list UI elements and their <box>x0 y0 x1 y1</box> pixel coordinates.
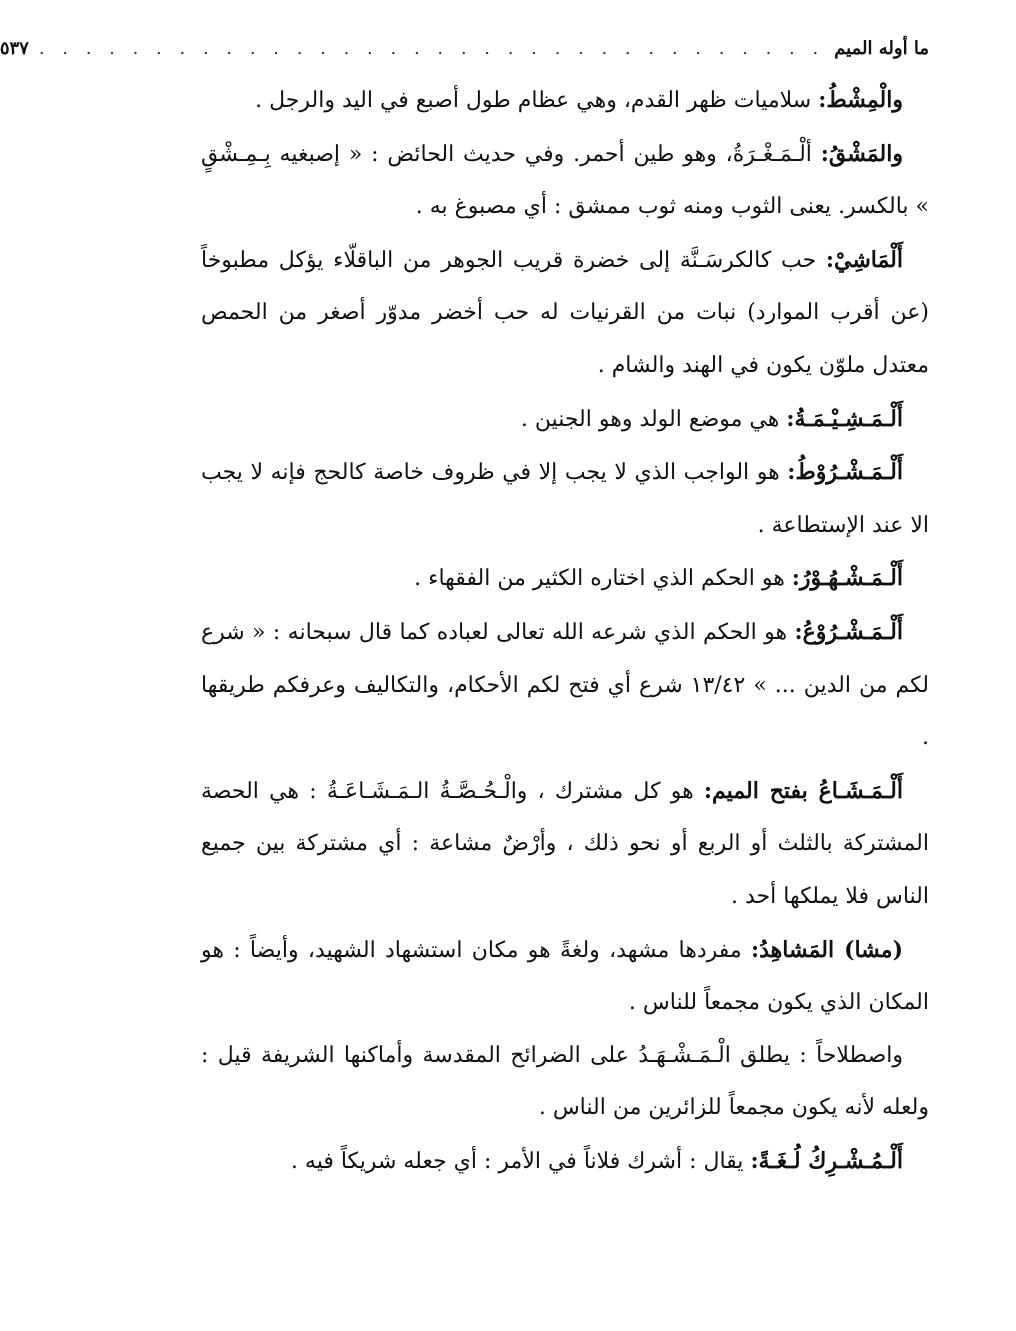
leader-dots: . . . . . . . . . . . . . . . . . . . . . . . . . . . . . . . . . . <box>38 37 825 59</box>
entry-mashq <box>201 128 929 234</box>
headword: (مشا) المَشاهِدُ: <box>750 936 903 963</box>
headword: والْمِشْطُ: <box>818 87 903 113</box>
headword: أَلْـمَـشْـرُوْعُ: <box>794 618 903 645</box>
headword: أَلْـمُـشْـرِكُ لُـغَـةً: <box>750 1147 903 1174</box>
headword: أَلْـمَـشْـرُوْطُ: <box>787 459 903 486</box>
entry-mashrut <box>201 446 929 552</box>
entry-mashhad-term <box>201 1030 929 1135</box>
running-title: ما أوله الميم <box>834 37 929 59</box>
entry-mashru <box>201 606 929 765</box>
entry-mishtu <box>201 74 929 128</box>
dictionary-page <box>0 28 929 1188</box>
entry-mushrik <box>201 1135 929 1189</box>
definition: هو الحكم الذي اختاره الكثير من الفقهاء . <box>414 566 792 592</box>
headword: أَلْمَاشِيْ: <box>825 246 903 273</box>
entry-masha <box>201 765 929 924</box>
definition: حب كالكرسَـنَّة إلى خضرة قريب الجوهر من الباقلّاء يؤكل مطبوخاً (عن أقرب الموارد) نبات من القرنيات له حب أخضر مدوّر أصغر من الحمص معتدل ملوّن يكون في الهند والشام . <box>201 247 929 378</box>
entry-mashi <box>201 234 929 393</box>
headword: أَلْـمَـشْـهُـوْرُ: <box>791 565 903 592</box>
entries-body <box>201 74 929 1188</box>
definition: هي موضع الولد وهو الجنين . <box>520 406 787 432</box>
headword: أَلْـمَـشِـيْـمَـةُ: <box>786 405 903 432</box>
definition: مفردها مشهد، ولغةً هو مكان استشهاد الشهيد، وأيضاً : هو المكان الذي يكون مجمعاً للناس . <box>201 937 929 1016</box>
entry-mashahid <box>201 924 929 1030</box>
page-number: ٥٣٧ <box>0 37 29 59</box>
definition: يقال : أشرك فلاناً في الأمر : أي جعله شريكاً فيه . <box>290 1148 751 1174</box>
headword: والمَشْقُ: <box>820 140 903 167</box>
headword: أَلْـمَـشَـاعُ بفتح الميم: <box>703 777 903 804</box>
definition: هو الواجب الذي لا يجب إلا في ظروف خاصة كالحج فإنه لا يجب الا عند الإستطاعة . <box>201 460 929 538</box>
definition: ألْـمَـغْـرَةُ، وهو طين أحمر. وفي حديث الحائض : « إصبغيه بِـمِـشْقٍ » بالكسر. يعنى الثوب ومنه ثوب ممشق : أي مصبوغ به . <box>201 141 929 220</box>
page-header <box>0 28 929 68</box>
definition: هو كل مشترك ، والْـحُـصَّـةُ الـمَـشَـاعَـةُ : هي الحصة المشتركة بالثلث أو الربع أو نحو ذلك ، وأرْضٌ مشاعة : أي مشتركة بين جميع الناس فلا يملكها أحد . <box>201 778 929 909</box>
entry-mashhur <box>201 552 929 606</box>
entry-mashima <box>201 393 929 447</box>
definition: واصطلاحاً : يطلق الْـمَـشْـهَـدُ على الضرائح المقدسة وأماكنها الشريفة قيل : ولعله لأنه يكون مجمعاً للزائرين من الناس . <box>201 1042 929 1121</box>
definition: سلاميات ظهر القدم، وهي عظام طول أصبع في اليد والرجل . <box>255 88 819 113</box>
definition: هو الحكم الذي شرعه الله تعالى لعباده كما قال سبحانه : « شرع لكم من الدين ... » ١٣/٤٢ شرع أي فتح لكم الأحكام، والتكاليف وعرفكم طريقها . <box>201 619 929 751</box>
